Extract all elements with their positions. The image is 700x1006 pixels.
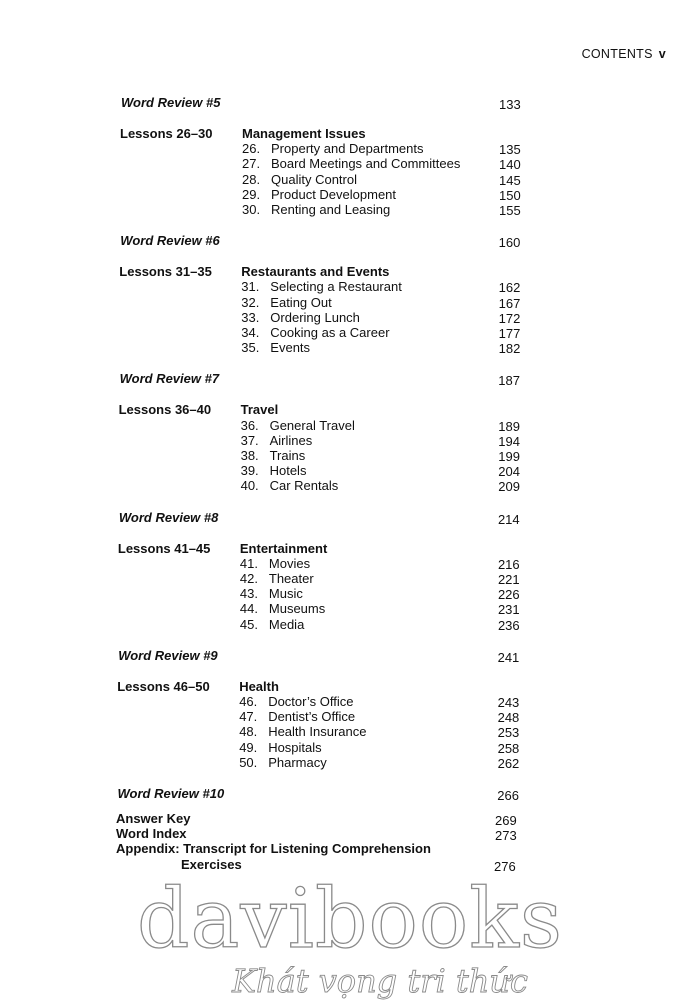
page-number-ref: 221	[497, 572, 520, 587]
section-topic: Management Issues	[242, 126, 366, 141]
lesson-entry	[242, 141, 423, 156]
lesson-title: Museums	[268, 601, 326, 617]
page-number-ref: 182	[498, 341, 521, 357]
lesson-number: 31.	[241, 279, 260, 295]
lesson-number: 32.	[241, 294, 260, 310]
back-matter-entry: Appendix: Transcript for Listening Comprehension	[116, 841, 431, 857]
lesson-number: 50.	[239, 754, 258, 770]
lesson-number: 48.	[239, 724, 258, 740]
lesson-number: 43.	[239, 586, 258, 602]
lesson-title: Property and Departments	[271, 141, 424, 157]
lesson-entry	[242, 202, 390, 217]
lesson-number: 42.	[239, 571, 258, 586]
page-number-ref: 135	[499, 142, 521, 158]
lesson-entry	[239, 694, 353, 709]
watermark-brand: davibooks	[137, 872, 563, 967]
lesson-title: Selecting a Restaurant	[270, 279, 402, 295]
watermark-tagline: Khát vọng tri thức	[232, 962, 528, 1000]
lesson-number: 36.	[240, 417, 259, 433]
page-number-ref: 216	[497, 556, 520, 572]
page-number-ref: 214	[497, 511, 520, 527]
lesson-entry	[242, 172, 357, 187]
lesson-title: Health Insurance	[268, 724, 367, 740]
section-topic: Entertainment	[239, 540, 328, 556]
lesson-entry	[242, 187, 396, 202]
lesson-entry	[239, 755, 327, 770]
page-number-ref: 253	[497, 725, 520, 741]
page-number-ref: 209	[498, 479, 520, 495]
lesson-title: Renting and Leasing	[271, 202, 391, 217]
lessons-range: Lessons 41–45	[117, 540, 211, 556]
lesson-entry	[241, 325, 389, 340]
word-review-title: Word Review #10	[117, 786, 225, 801]
page-number-ref: 194	[498, 433, 520, 449]
running-header	[582, 47, 666, 61]
lesson-entry	[239, 709, 355, 724]
lesson-title: Cooking as a Career	[270, 325, 390, 340]
page-number-ref: 258	[497, 740, 520, 756]
page-number-ref: 145	[499, 172, 521, 188]
lesson-title: Dentist’s Office	[268, 709, 356, 725]
page-number-ref: 172	[498, 310, 521, 326]
lesson-title: Airlines	[269, 432, 313, 448]
lesson-number: 44.	[239, 601, 258, 617]
lesson-number: 27.	[242, 156, 261, 172]
lesson-number: 34.	[241, 325, 260, 340]
back-matter-entry: Answer Key	[116, 811, 191, 826]
lesson-number: 28.	[242, 171, 261, 187]
page-number-ref: 177	[498, 326, 521, 341]
lesson-number: 26.	[242, 141, 261, 157]
word-review-title: Word Review #7	[119, 371, 220, 387]
lesson-title: Movies	[268, 555, 311, 571]
lesson-number: 37.	[240, 432, 259, 448]
lesson-number: 38.	[240, 448, 259, 463]
page-number-ref: 162	[498, 280, 521, 296]
page-number-ref: 273	[495, 828, 517, 844]
lesson-entry	[241, 463, 307, 478]
lesson-entry	[242, 156, 460, 171]
page-number-ref: 248	[497, 710, 520, 726]
section-topic: Health	[239, 678, 279, 694]
page-number-ref: 266	[497, 788, 519, 803]
lesson-entry	[239, 724, 366, 739]
lesson-title: Media	[268, 616, 305, 632]
lesson-entry	[241, 448, 306, 463]
lesson-entry	[240, 556, 310, 571]
lesson-title: Theater	[268, 571, 314, 586]
section-topic: Travel	[240, 402, 279, 418]
page-number-ref: 133	[499, 97, 521, 112]
lesson-entry	[241, 433, 313, 448]
page-number-ref: 189	[498, 418, 520, 434]
lesson-title: Ordering Lunch	[270, 309, 360, 325]
lesson-number: 30.	[242, 202, 261, 217]
lesson-title: Events	[270, 340, 311, 356]
lesson-title: Eating Out	[270, 294, 332, 310]
lesson-entry	[241, 310, 360, 325]
lesson-entry	[239, 740, 321, 755]
page-number-ref: 155	[499, 203, 521, 218]
page-number-ref: 276	[494, 858, 516, 874]
lesson-entry	[240, 586, 303, 601]
lesson-entry	[241, 418, 355, 433]
lesson-number: 41.	[239, 555, 258, 571]
page-number-ref: 140	[499, 157, 521, 173]
lessons-range: Lessons 26–30	[120, 126, 213, 141]
page-number-ref: 243	[497, 695, 520, 710]
lesson-entry	[241, 279, 402, 294]
page-number-ref: 187	[498, 373, 520, 389]
page-number-ref: 269	[495, 813, 517, 828]
lesson-title: Product Development	[271, 186, 397, 202]
lesson-entry	[241, 295, 331, 310]
lesson-number: 39.	[240, 463, 259, 479]
lesson-title: Music	[268, 586, 303, 602]
lesson-title: Hotels	[269, 463, 307, 479]
lesson-entry	[240, 617, 304, 632]
page-number-ref: 167	[498, 295, 521, 311]
lessons-range: Lessons 31–35	[119, 264, 212, 280]
lesson-number: 46.	[239, 694, 258, 709]
page-number-ref: 199	[498, 449, 520, 464]
lesson-number: 35.	[241, 340, 260, 356]
word-review-title: Word Review #8	[118, 509, 219, 525]
running-header-label: CONTENTS	[581, 47, 653, 61]
lesson-entry	[240, 571, 314, 586]
page-number: v	[658, 47, 666, 61]
lesson-title: Pharmacy	[268, 754, 327, 770]
lesson-title: Hospitals	[268, 739, 322, 755]
lesson-number: 49.	[239, 739, 258, 755]
lesson-title: Trains	[269, 448, 306, 463]
page-number-ref: 226	[497, 587, 520, 603]
page-number-ref: 236	[497, 617, 520, 633]
lesson-number: 40.	[240, 478, 259, 494]
back-matter-entry-cont: Exercises	[181, 856, 242, 872]
lesson-entry	[241, 478, 339, 493]
page-number-ref: 150	[499, 187, 521, 203]
lessons-range: Lessons 46–50	[117, 678, 210, 694]
page-number-ref: 231	[497, 602, 520, 618]
back-matter-entry: Word Index	[116, 826, 187, 842]
lessons-range: Lessons 36–40	[118, 402, 212, 418]
word-review-title: Word Review #5	[121, 95, 221, 110]
lesson-number: 29.	[242, 186, 261, 202]
lesson-title: Quality Control	[271, 171, 357, 187]
lesson-title: Doctor’s Office	[268, 694, 354, 709]
lesson-number: 45.	[239, 616, 258, 632]
section-topic: Restaurants and Events	[241, 264, 390, 280]
lesson-title: Car Rentals	[269, 478, 339, 494]
lesson-entry	[241, 340, 310, 355]
page-number-ref: 204	[498, 464, 520, 480]
lesson-number: 47.	[239, 709, 258, 725]
lesson-number: 33.	[241, 309, 260, 325]
word-review-title: Word Review #9	[118, 647, 218, 663]
word-review-title: Word Review #6	[120, 233, 220, 249]
lesson-title: General Travel	[269, 417, 355, 433]
page-number-ref: 241	[497, 649, 520, 665]
page-number-ref: 262	[497, 755, 520, 771]
lesson-title: Board Meetings and Committees	[271, 156, 461, 172]
page-number-ref: 160	[498, 235, 521, 251]
lesson-entry	[240, 601, 325, 616]
